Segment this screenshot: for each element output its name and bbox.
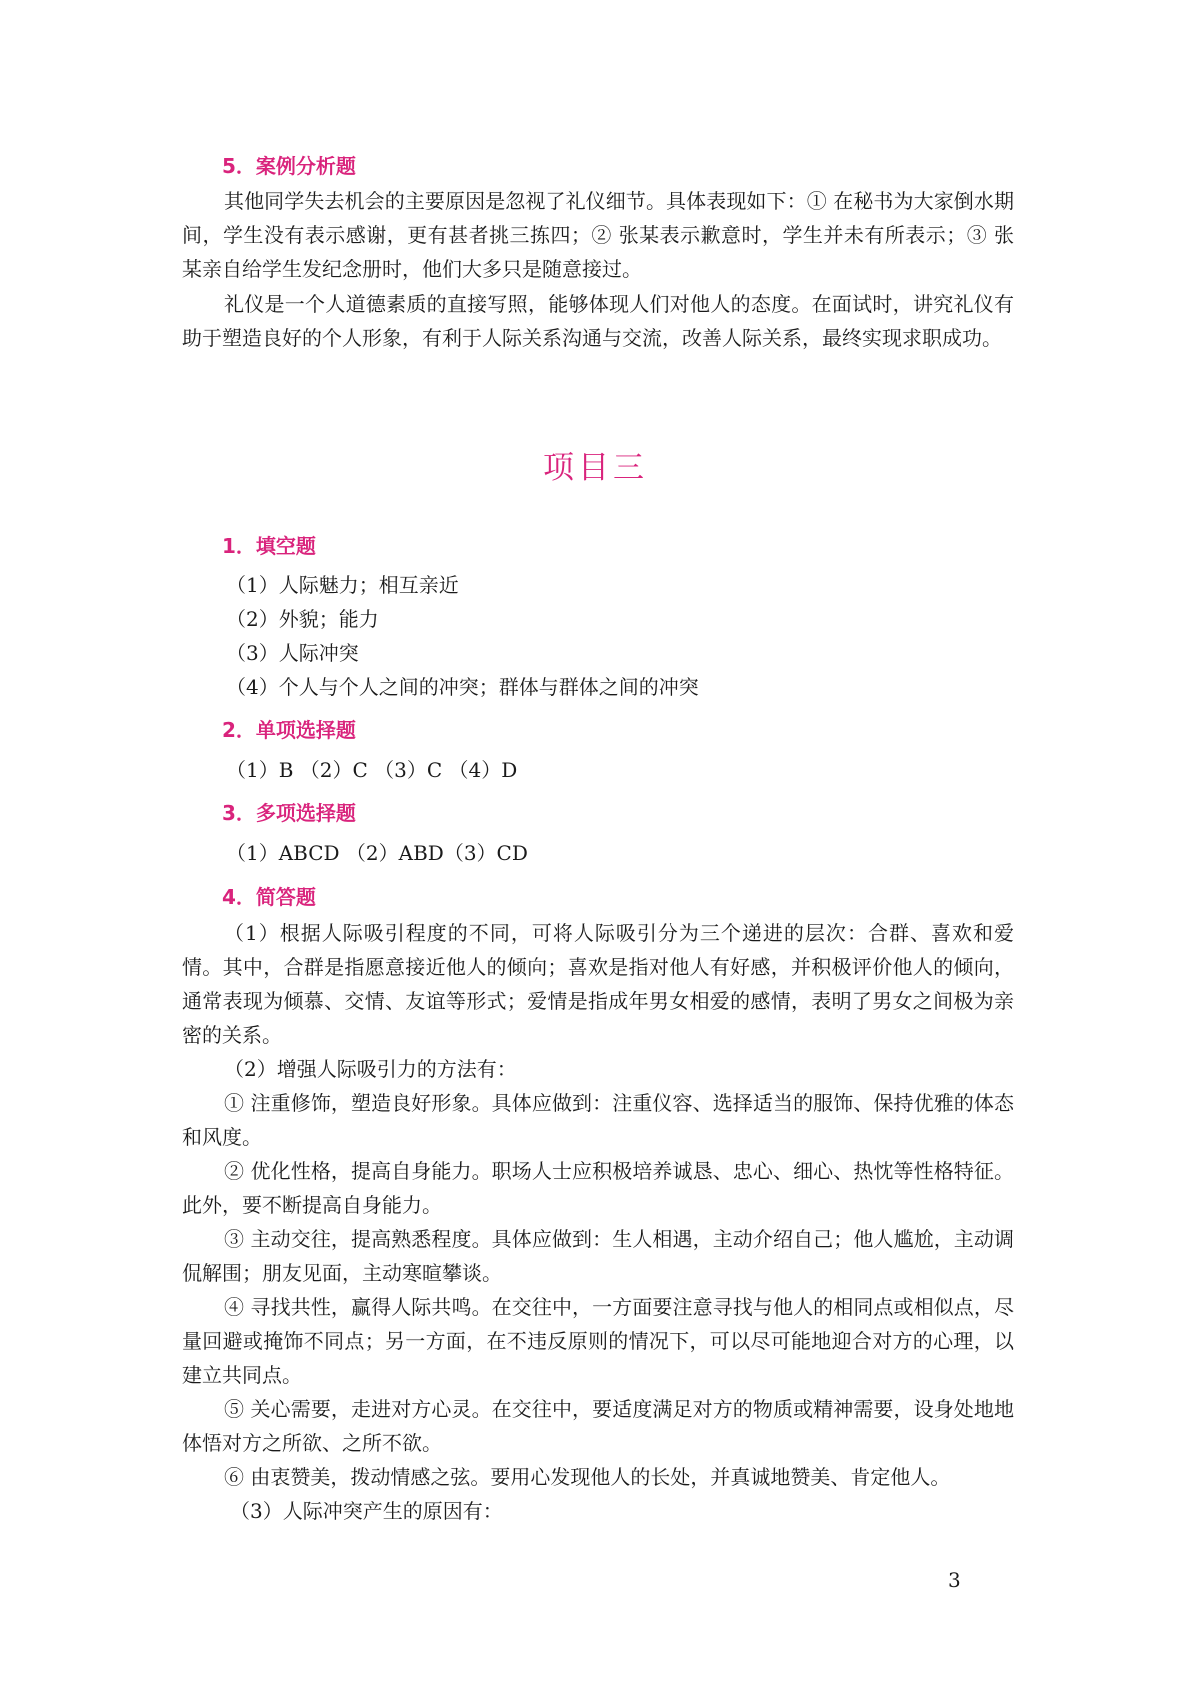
section-5-paragraph-1: 其他同学失去机会的主要原因是忽视了礼仪细节。具体表现如下：① 在秘书为大家倒水期间，学生没有表示感谢，更有甚者挑三拣四；② 张某表示歉意时，学生并未有所表示；③ 张某亲自给学生发纪念册时，他们大多只是随意接过。 (182, 189, 1014, 281)
section-5-heading: 5．案例分析题 (222, 154, 356, 178)
project-title: 项目三 (543, 450, 648, 486)
q2-answer: （1）B （2）C （3）C （4）D (226, 758, 518, 782)
q1-answer-2: （2）外貌；能力 (226, 607, 379, 631)
q4-item-3: ③ 主动交往，提高熟悉程度。具体应做到：生人相遇，主动介绍自己；他人尴尬，主动调侃解围；朋友见面，主动寒暄攀谈。 (182, 1227, 1014, 1285)
q1-answer-4: （4）个人与个人之间的冲突；群体与群体之间的冲突 (226, 675, 699, 699)
section-5-paragraph-2: 礼仪是一个人道德素质的直接写照，能够体现人们对他人的态度。在面试时，讲究礼仪有助于塑造良好的个人形象，有利于人际关系沟通与交流，改善人际关系，最终实现求职成功。 (182, 292, 1014, 350)
q4-item-6: ⑥ 由衷赞美，拨动情感之弦。要用心发现他人的长处，并真诚地赞美、肯定他人。 (224, 1465, 951, 1489)
q2-heading: 2．单项选择题 (222, 718, 356, 742)
page-number: 3 (948, 1568, 961, 1592)
q4-answer-2-intro: （2）增强人际吸引力的方法有： (224, 1057, 517, 1081)
q1-answer-1: （1）人际魅力；相互亲近 (226, 573, 459, 597)
q4-heading: 4．简答题 (222, 885, 316, 909)
q1-heading: 1．填空题 (222, 534, 316, 558)
q4-item-5: ⑤ 关心需要，走进对方心灵。在交往中，要适度满足对方的物质或精神需要，设身处地地体悟对方之所欲、之所不欲。 (182, 1397, 1014, 1455)
q4-answer-3-intro: （3）人际冲突产生的原因有： (230, 1499, 503, 1523)
q3-answer: （1）ABCD （2）ABD（3）CD (226, 841, 528, 865)
q4-item-2: ② 优化性格，提高自身能力。职场人士应积极培养诚恳、忠心、细心、热忱等性格特征。此外，要不断提高自身能力。 (182, 1159, 1014, 1217)
q4-item-1: ① 注重修饰，塑造良好形象。具体应做到：注重仪容、选择适当的服饰、保持优雅的体态和风度。 (182, 1091, 1014, 1149)
q4-item-4: ④ 寻找共性，赢得人际共鸣。在交往中，一方面要注意寻找与他人的相同点或相似点，尽量回避或掩饰不同点；另一方面，在不违反原则的情况下，可以尽可能地迎合对方的心理，以建立共同点。 (182, 1295, 1014, 1387)
q1-answer-3: （3）人际冲突 (226, 641, 359, 665)
q3-heading: 3．多项选择题 (222, 801, 356, 825)
q4-answer-1: （1）根据人际吸引程度的不同，可将人际吸引分为三个递进的层次：合群、喜欢和爱情。其中，合群是指愿意接近他人的倾向；喜欢是指对他人有好感，并积极评价他人的倾向，通常表现为倾慕、交情、友谊等形式；爱情是指成年男女相爱的感情，表明了男女之间极为亲密的关系。 (182, 921, 1014, 1047)
